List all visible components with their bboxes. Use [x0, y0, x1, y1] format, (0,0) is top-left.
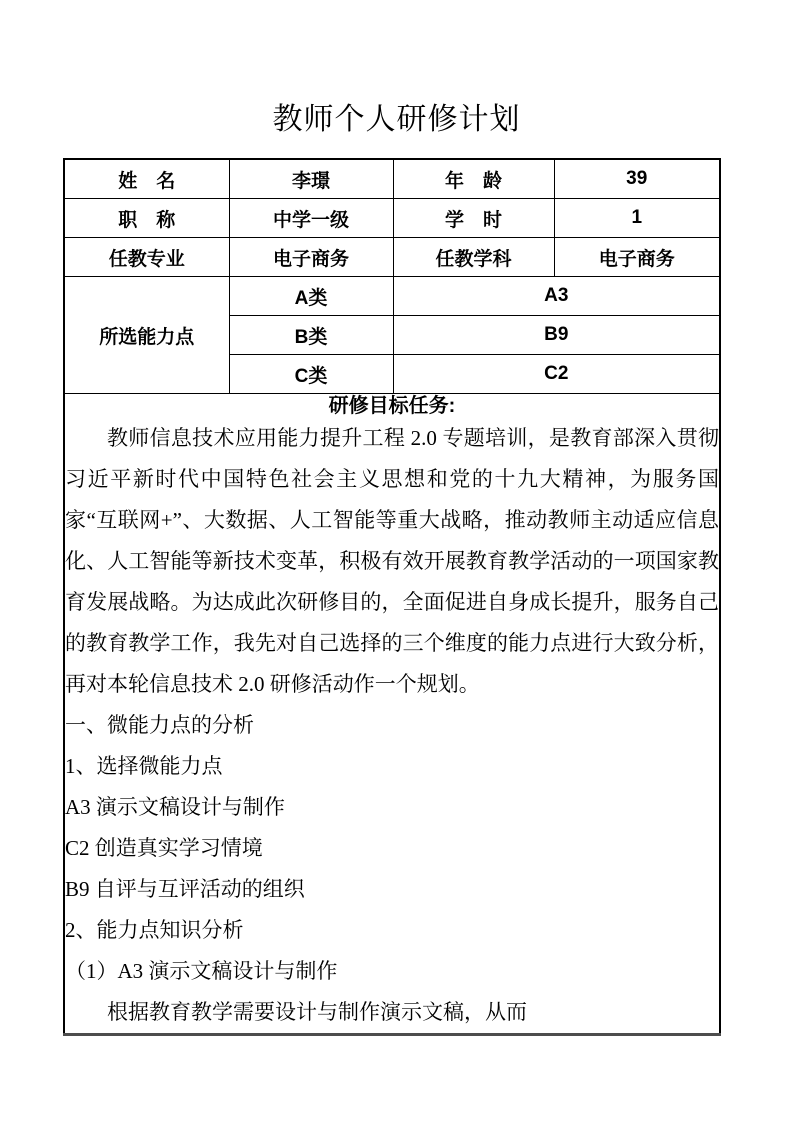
table-row	[64, 159, 720, 199]
teaching-subject-label: 任教学科	[393, 238, 554, 277]
table-row	[64, 199, 720, 238]
table-row	[64, 238, 720, 277]
select-ability-heading: 1、选择微能力点	[65, 754, 223, 778]
age-value: 39	[554, 159, 720, 199]
teaching-subject-value: 电子商务	[554, 238, 720, 277]
ability-points-label: 所选能力点	[64, 277, 229, 394]
table-row	[64, 394, 720, 1035]
ability-category-a-label: A类	[229, 277, 393, 316]
age-label: 年 龄	[393, 159, 554, 199]
sub-item-a3-heading: （1）A3 演示文稿设计与制作	[65, 959, 338, 983]
title-rank-value: 中学一级	[229, 199, 393, 238]
ability-item-b9: B9 自评与互评活动的组织	[65, 877, 305, 901]
teaching-major-value: 电子商务	[229, 238, 393, 277]
credit-hours-label: 学 时	[393, 199, 554, 238]
name-value: 李璟	[229, 159, 393, 199]
credit-hours-value: 1	[554, 199, 720, 238]
tasks-paragraph: 教师信息技术应用能力提升工程 2.0 专题培训，是教育部深入贯彻习近平新时代中国特色社会主义思想和党的十九大精神，为服务国家“互联网+”、大数据、人工智能等重大战略，推动教师主动适应信息化、人工智能等新技术变革，积极有效开展教育教学活动的一项国家教育发展战略。为达成此次研修目的，全面促进自身成长提升，服务自己的教育教学工作，我先对自己选择的三个维度的能力点进行大致分析，再对本轮信息技术 2.0 研修活动作一个规划。	[65, 426, 719, 696]
tasks-cell	[64, 394, 720, 1035]
analysis-section-heading: 一、微能力点的分析	[65, 713, 254, 737]
ability-category-a-value: A3	[393, 277, 720, 316]
ability-category-b-value: B9	[393, 316, 720, 355]
ability-item-c2: C2 创造真实学习情境	[65, 836, 263, 860]
table-row	[64, 277, 720, 316]
teaching-major-label: 任教专业	[64, 238, 229, 277]
sub-item-a3-body: 根据教育教学需要设计与制作演示文稿，从而	[107, 1000, 527, 1024]
tasks-heading: 研修目标任务:	[328, 395, 456, 417]
name-label: 姓 名	[64, 159, 229, 199]
info-table	[63, 158, 721, 1036]
knowledge-analysis-heading: 2、能力点知识分析	[65, 918, 244, 942]
ability-category-b-label: B类	[229, 316, 393, 355]
title-rank-label: 职 称	[64, 199, 229, 238]
page-title: 教师个人研修计划	[272, 103, 521, 136]
ability-category-c-label: C类	[229, 355, 393, 394]
ability-category-c-value: C2	[393, 355, 720, 394]
ability-item-a3: A3 演示文稿设计与制作	[65, 795, 285, 819]
